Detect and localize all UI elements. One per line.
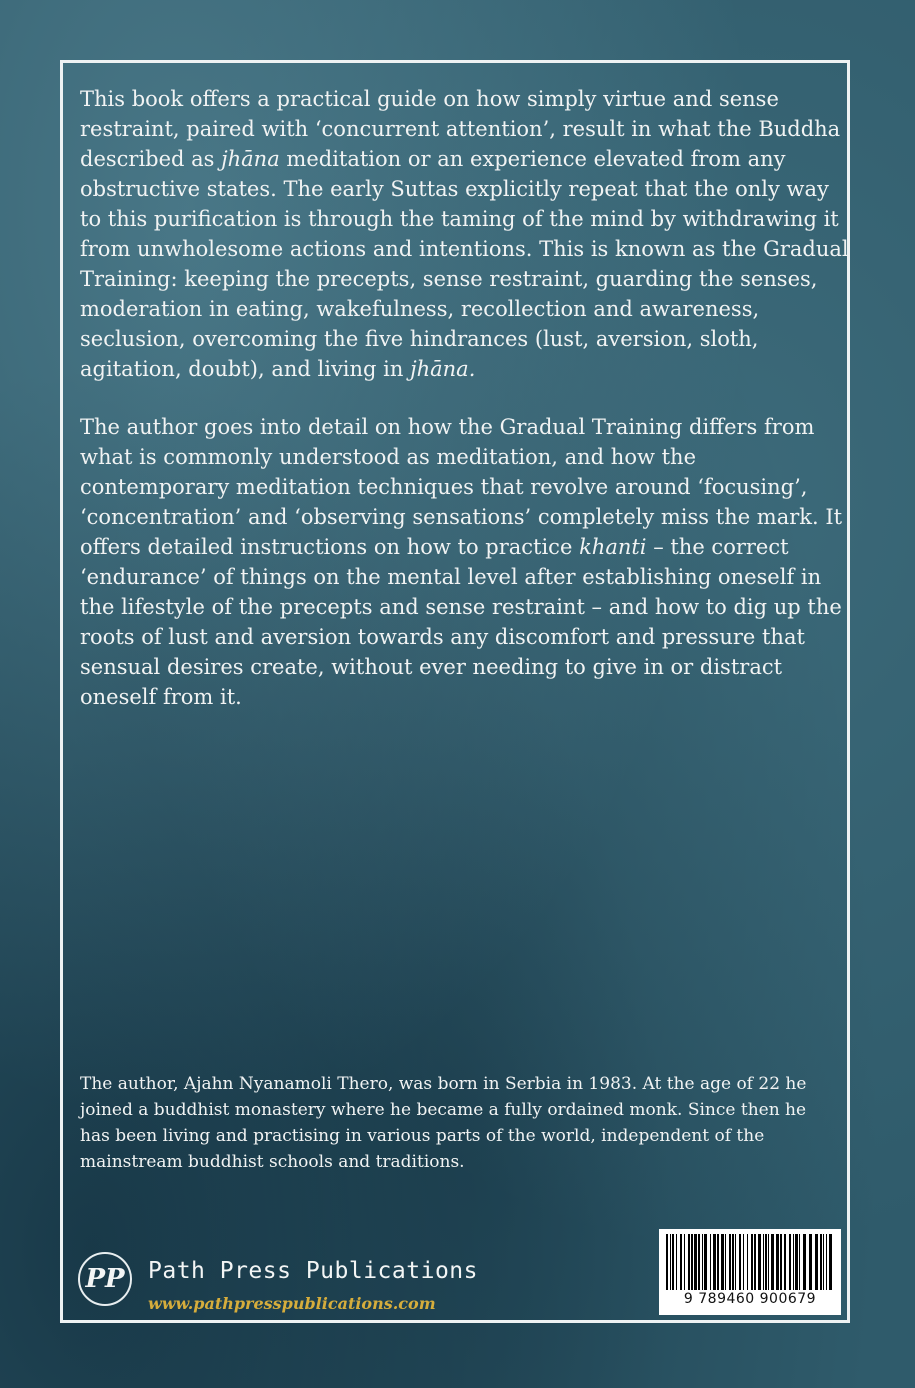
isbn-barcode <box>659 1229 841 1315</box>
italic-term: jhāna. <box>410 357 476 381</box>
italic-term: jhāna <box>221 147 280 171</box>
publisher-url: www.pathpresspublications.com <box>148 1294 436 1313</box>
author-bio: The author, Ajahn Nyanamoli Thero, was born in Serbia in 1983. At the age of 22 he joined a buddhist monastery where he became a fully ordained monk. Since then he has been living and practising in various parts of the world, independent of the mainstream buddhist schools and traditions. <box>80 1074 807 1172</box>
publisher-block <box>78 1250 508 1320</box>
description-paragraph-2 <box>80 412 850 712</box>
text-run: This book offers a practical guide on how simply virtue and sense restraint, paired with ‘concurrent attention’, result in what the Buddha described as <box>80 87 841 171</box>
isbn-number: 9 789460 900679 <box>683 1291 817 1307</box>
publisher-name: Path Press Publications <box>148 1258 478 1284</box>
italic-term: khanti <box>579 535 647 559</box>
text-run: – the correct ‘endurance’ of things on the mental level after establishing oneself in the lifestyle of the precepts and sense restraint – and how to dig up the roots of lust and aversion towards any discomfort and pressure that sensual desires create, without ever needing to give in or distract oneself from it. <box>80 535 842 709</box>
barcode-bars-icon <box>664 1234 836 1290</box>
text-run: meditation or an experience elevated from any obstructive states. The early Suttas explicitly repeat that the only way to this purification is through the taming of the mind by withdrawing it from unwholesome actions and intentions. This is known as the Gradual Training: keeping the precepts, sense restraint, guarding the senses, moderation in eating, wakefulness, recollection and awareness, seclusion, overcoming the five hindrances (lust, aversion, sloth, agitation, doubt), and living in <box>80 147 849 381</box>
description-paragraph-1 <box>80 84 850 384</box>
text-run: The author goes into detail on how the Gradual Training differs from what is commonly understood as meditation, and how the contemporary meditation techniques that revolve around ‘focusing’, ‘concentration’ and ‘observing sensations’ completely miss the mark. It offers detailed instructions on how to practice <box>80 415 843 559</box>
publisher-logo-icon: PP <box>78 1252 132 1306</box>
